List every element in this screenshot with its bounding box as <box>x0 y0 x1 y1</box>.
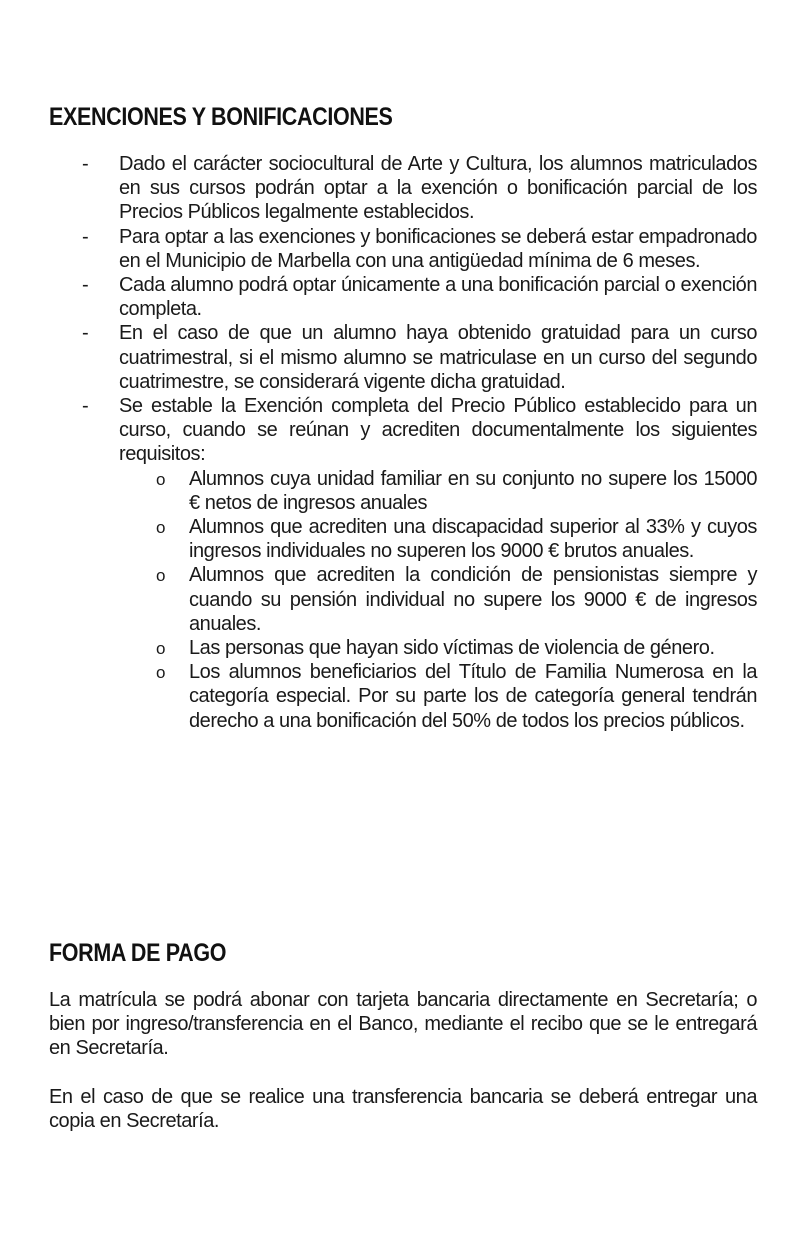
paragraph-transferencia: En el caso de que se realice una transferencia bancaria se deberá entregar una copia en Secretaría. <box>49 1086 757 1133</box>
paragraph-forma-pago: La matrícula se podrá abonar con tarjeta bancaria directamente en Secretaría; o bien por ingreso/transferencia en el Banco, mediante el recibo que se le entregará en Secretaría. <box>49 989 757 1060</box>
circle-bullet-icon: o <box>156 566 166 586</box>
list-item-text: Dado el carácter sociocultural de Arte y Cultura, los alumnos matriculados en sus cursos podrán optar a la exención o bonificación parcial de los Precios Públicos legalmente establecidos. <box>119 153 757 224</box>
requisito-text: Los alumnos beneficiarios del Título de Familia Numerosa en la categoría especial. Por su parte los de categoría general tendrán derecho a una bonificación del 50% de todos los precios públicos. <box>189 661 757 732</box>
dash-bullet: - <box>82 225 89 248</box>
requisito-item <box>119 636 757 660</box>
requisito-item <box>119 563 757 636</box>
dash-bullet: - <box>82 274 89 297</box>
requisito-item <box>119 467 757 515</box>
list-item <box>49 394 757 733</box>
dash-bullet: - <box>82 322 89 345</box>
dash-bullet: - <box>82 153 89 175</box>
dash-bullet: - <box>82 395 89 418</box>
circle-bullet-icon: o <box>156 518 166 538</box>
list-item <box>49 273 757 321</box>
requisito-item <box>119 660 757 733</box>
requisito-text: Las personas que hayan sido víctimas de violencia de género. <box>189 637 715 660</box>
circle-bullet-icon: o <box>156 639 166 659</box>
requisito-item <box>119 515 757 563</box>
circle-bullet-icon: o <box>156 469 166 489</box>
list-item <box>49 321 757 394</box>
section-title-exenciones: EXENCIONES Y BONIFICACIONES <box>49 103 393 131</box>
list-item-text: En el caso de que un alumno haya obtenido gratuidad para un curso cuatrimestral, si el mismo alumno se matriculase en un curso del segundo cuatrimestre, se considerará vigente dicha gratuidad. <box>119 322 757 393</box>
exenciones-list <box>49 152 757 733</box>
requisito-text: Alumnos cuya unidad familiar en su conjunto no supere los 15000 € netos de ingresos anuales <box>189 467 757 514</box>
circle-bullet-icon: o <box>156 663 166 683</box>
requisitos-list <box>119 467 757 733</box>
list-item-text: Para optar a las exenciones y bonificaciones se deberá estar empadronado en el Municipio de Marbella con una antigüedad mínima de 6 meses. <box>119 225 757 272</box>
section-title-forma-de-pago: FORMA DE PAGO <box>49 939 227 967</box>
requisito-text: Alumnos que acrediten la condición de pensionistas siempre y cuando su pensión individual no supere los 9000 € de ingresos anuales. <box>189 564 757 635</box>
requisito-text: Alumnos que acrediten una discapacidad superior al 33% y cuyos ingresos individuales no superen los 9000 € brutos anuales. <box>189 516 757 563</box>
list-item-text: Cada alumno podrá optar únicamente a una bonificación parcial o exención completa. <box>119 274 757 321</box>
list-item <box>49 152 757 225</box>
list-item <box>49 225 757 273</box>
list-item-text: Se estable la Exención completa del Precio Público establecido para un curso, cuando se reúnan y acrediten documentalmente los siguientes requisitos: <box>119 395 757 466</box>
